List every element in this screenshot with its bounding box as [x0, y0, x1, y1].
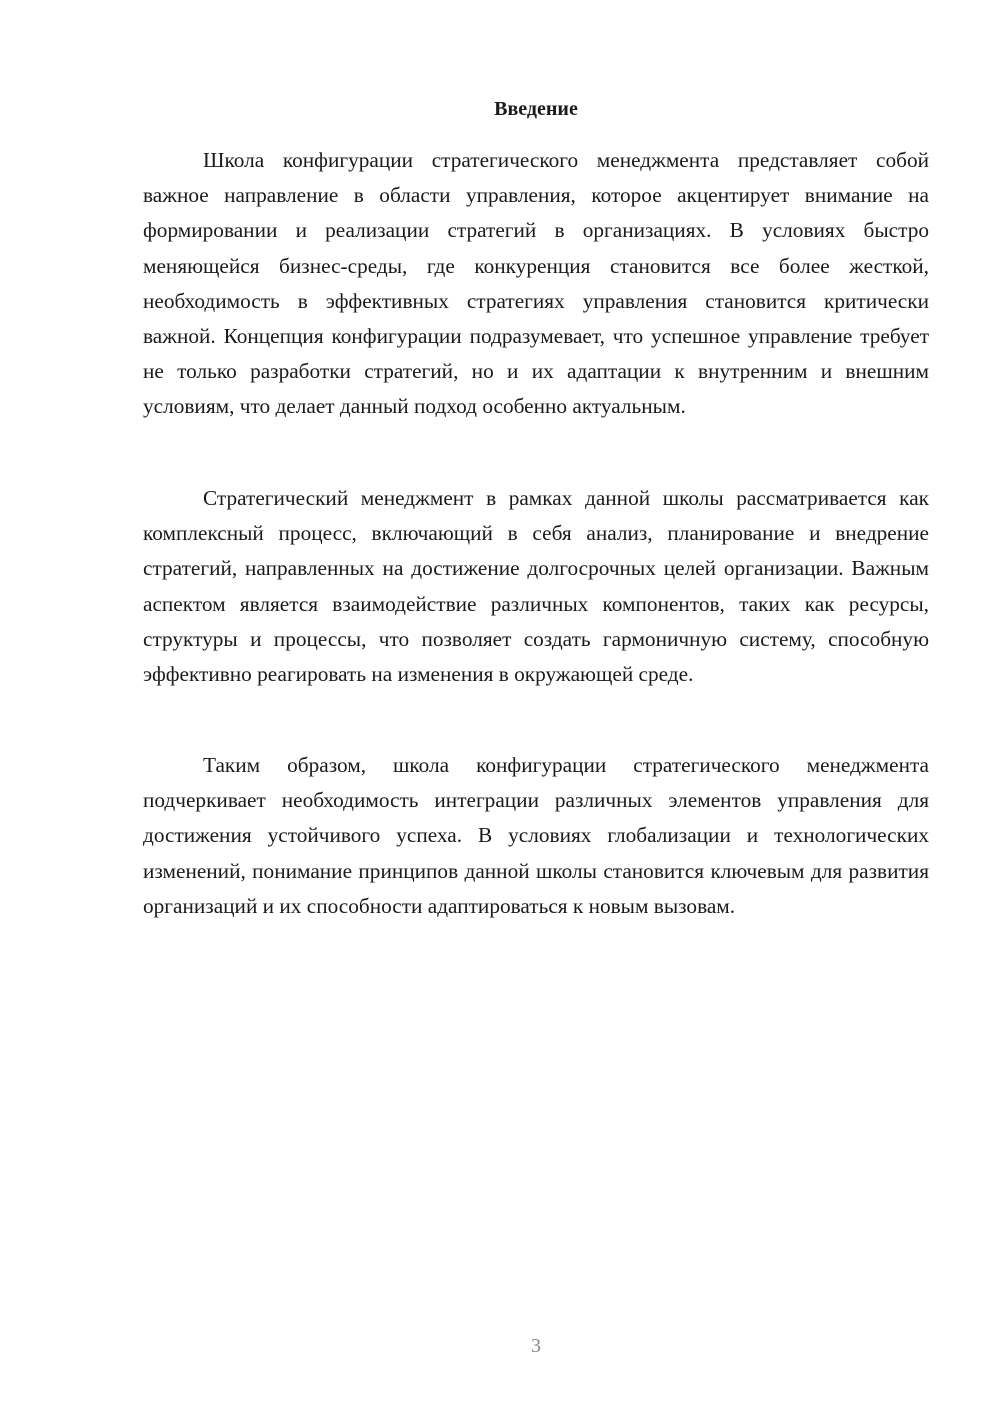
paragraph-1: Школа конфигурации стратегического менеджмента представляет собой важное направление в области управления, которое акцентирует внимание на формировании и реализации стратегий в организациях. В условиях быстро меняющейся бизнес-среды, где конкуренция становится все более жесткой, необходимость в эффективных стратегиях управления становится критически важной. Концепция конфигурации подразумевает, что успешное управление требует не только разработки стратегий, но и их адаптации к внутренним и внешним условиям, что делает данный подход особенно актуальным.: [143, 148, 929, 419]
paragraph-3: Таким образом, школа конфигурации стратегического менеджмента подчеркивает необходимость интеграции различных элементов управления для достижения устойчивого успеха. В условиях глобализации и технологических изменений, понимание принципов данной школы становится ключевым для развития организаций и их способности адаптироваться к новым вызовам.: [143, 753, 929, 918]
page-number: 3: [531, 1335, 541, 1357]
paragraph-2: Стратегический менеджмент в рамках данной школы рассматривается как комплексный процесс, включающий в себя анализ, планирование и внедрение стратегий, направленных на достижение долгосрочных целей организации. Важным аспектом является взаимодействие различных компонентов, таких как ресурсы, структуры и процессы, что позволяет создать гармоничную систему, способную эффективно реагировать на изменения в окружающей среде.: [143, 486, 929, 687]
section-title: Введение: [494, 98, 578, 120]
